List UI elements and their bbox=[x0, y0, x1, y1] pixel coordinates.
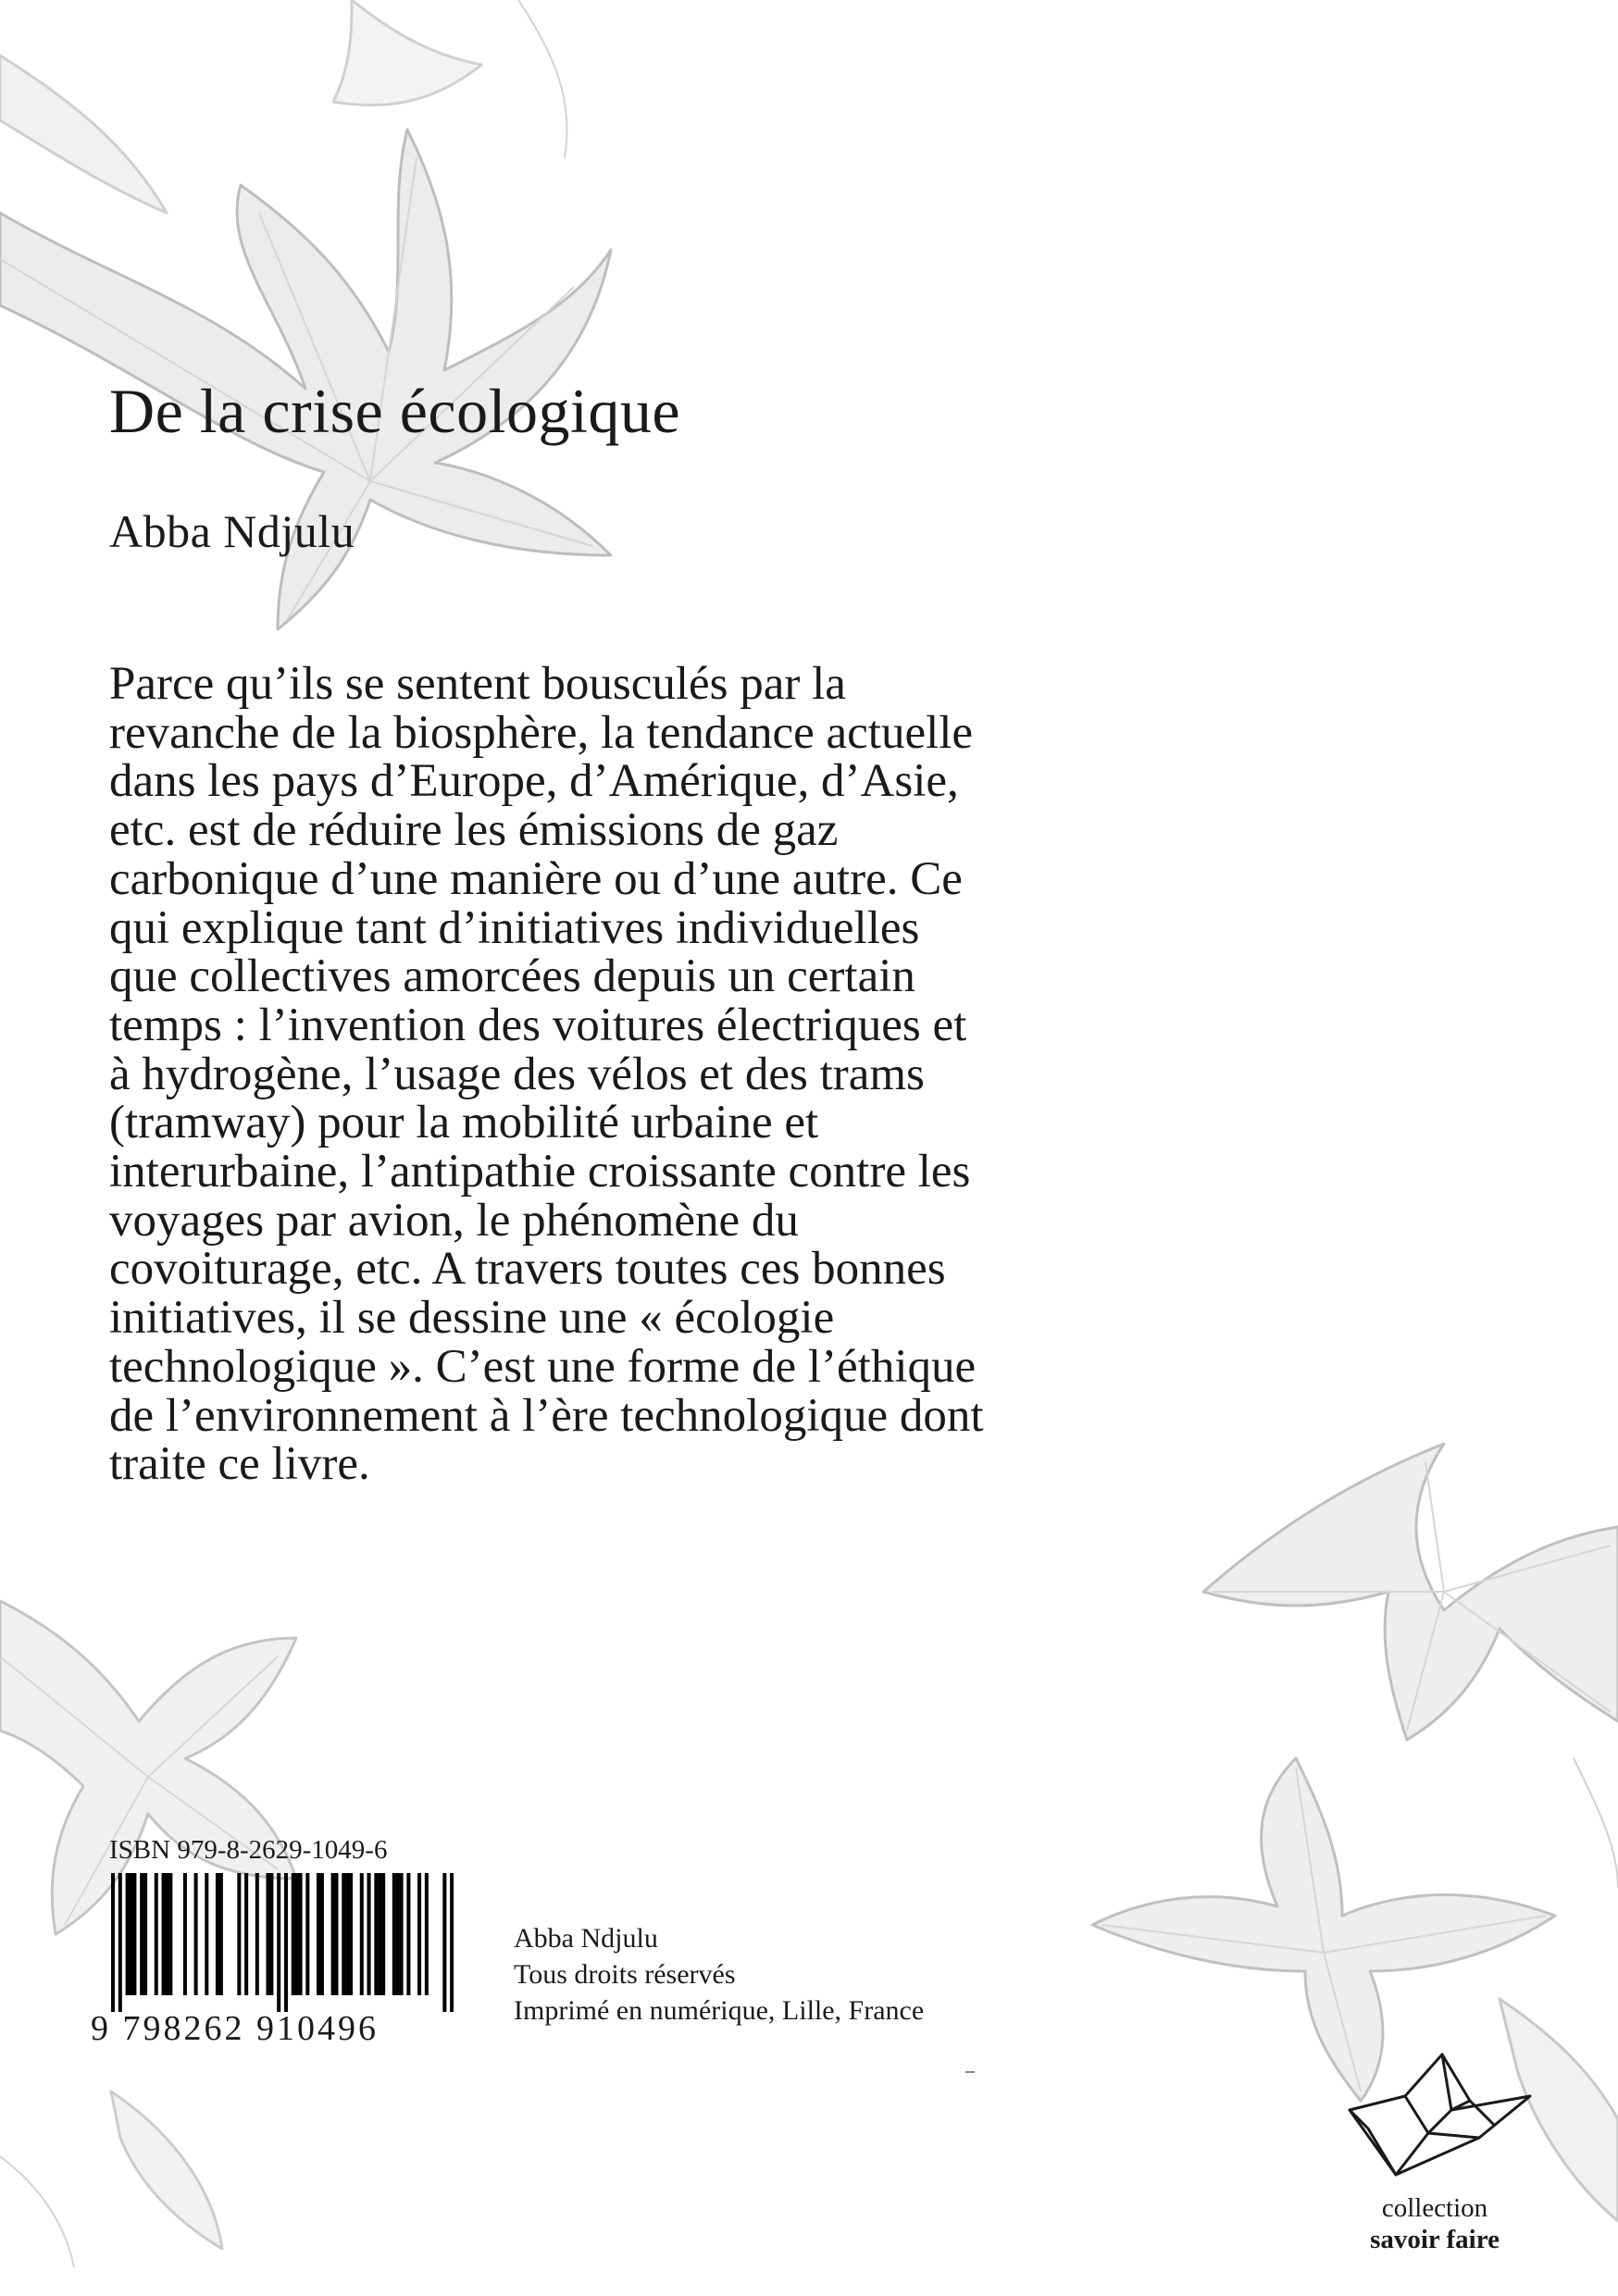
collection-label: collection bbox=[1381, 2193, 1488, 2223]
blurb-line: temps : l’invention des voitures électriques et bbox=[109, 999, 967, 1051]
barcode-bar bbox=[140, 1873, 143, 1995]
blurb-line: voyages par avion, le phénomène du bbox=[109, 1194, 799, 1247]
barcode-bar bbox=[155, 1873, 158, 1995]
barcode-bars bbox=[111, 1873, 454, 2012]
barcode-bar bbox=[165, 1873, 168, 1995]
blurb-line: revanche de la biosphère, la tendance actuelle bbox=[109, 706, 974, 759]
barcode-bar bbox=[266, 1873, 269, 1995]
barcode-bar bbox=[237, 1873, 241, 1995]
blurb-line: interurbaine, l’antipathie croissante contre les bbox=[109, 1146, 971, 1198]
barcode-bar bbox=[400, 1873, 404, 1995]
blurb-line: covoiturage, etc. A travers toutes ces bonnes bbox=[109, 1243, 946, 1296]
barcode-bar bbox=[292, 1873, 295, 1995]
barcode-bar bbox=[406, 1873, 410, 1995]
barcode-bar bbox=[129, 1873, 132, 1995]
barcode-bar bbox=[334, 1873, 338, 1995]
barcode-bar bbox=[162, 1873, 166, 1995]
barcode-bar bbox=[442, 1873, 446, 2012]
barcode-bar bbox=[126, 1873, 130, 1995]
blurb-line: à hydrogène, l’usage des vélos et des trams bbox=[109, 1048, 925, 1100]
blurb-line: dans les pays d’Europe, d’Amérique, d’Asie, bbox=[109, 755, 959, 808]
back-cover-blurb bbox=[109, 660, 1276, 1489]
blurb-line: technologique ». C’est une forme de l’éthique bbox=[109, 1340, 977, 1393]
barcode-bar bbox=[381, 1873, 385, 1995]
barcode-bar bbox=[331, 1873, 335, 1995]
barcode-bar bbox=[299, 1873, 303, 1995]
barcode-bar bbox=[317, 1873, 320, 1995]
book-title: De la crise écologique bbox=[109, 376, 681, 446]
barcode-bar bbox=[244, 1873, 248, 1995]
barcode-bar bbox=[374, 1873, 378, 1995]
barcode-bar bbox=[183, 1873, 187, 1995]
barcode-bar bbox=[205, 1873, 208, 1995]
imprint-notice bbox=[514, 1920, 924, 2029]
barcode-bar bbox=[450, 1873, 454, 2012]
barcode-bar bbox=[425, 1873, 429, 1995]
barcode-bar bbox=[216, 1873, 219, 1995]
blurb-line: (tramway) pour la mobilité urbaine et bbox=[109, 1097, 819, 1149]
barcode-bar bbox=[305, 1873, 309, 1995]
blurb-line: que collectives amorcées depuis un certain bbox=[109, 950, 915, 1003]
barcode-bar bbox=[277, 1873, 280, 2012]
barcode-bar bbox=[367, 1873, 371, 1995]
separator-dash bbox=[965, 2071, 975, 2073]
barcode-bar bbox=[269, 1873, 273, 1995]
imprint-rights: Tous droits réservés bbox=[514, 1959, 736, 1990]
barcode-bar bbox=[168, 1873, 172, 1995]
barcode-bar bbox=[194, 1873, 198, 1995]
barcode-bar bbox=[417, 1873, 421, 1995]
barcode-bar bbox=[396, 1873, 400, 1995]
blurb-line: Parce qu’ils se sentent bousculés par la bbox=[109, 658, 846, 710]
barcode-bar bbox=[143, 1873, 147, 1995]
barcode-digits: 9 798262 910496 bbox=[91, 2009, 379, 2048]
barcode-bar bbox=[132, 1873, 136, 1995]
blurb-line: traite ce livre. bbox=[109, 1438, 370, 1491]
barcode-bar bbox=[320, 1873, 324, 1995]
blurb-line: carbonique d’une manière ou d’une autre. Ce bbox=[109, 852, 963, 905]
barcode-bar bbox=[349, 1873, 353, 1995]
barcode-bar bbox=[360, 1873, 364, 1995]
blurb-line: etc. est de réduire les émissions de gaz bbox=[109, 804, 839, 857]
blurb-line: initiatives, il se dessine une « écologie bbox=[109, 1292, 835, 1345]
barcode-bar bbox=[345, 1873, 349, 1995]
imprint-author: Abba Ndjulu bbox=[514, 1923, 658, 1954]
book-author: Abba Ndjulu bbox=[109, 505, 355, 557]
isbn-barcode bbox=[91, 1873, 461, 2049]
collection-logo bbox=[1333, 2045, 1537, 2267]
collection-name: savoir faire bbox=[1370, 2225, 1500, 2254]
barcode-bar bbox=[219, 1873, 223, 1995]
barcode-bar bbox=[342, 1873, 345, 1995]
barcode-bar bbox=[392, 1873, 396, 1995]
origami-crane-icon bbox=[1340, 2045, 1535, 2184]
barcode-bar bbox=[378, 1873, 381, 1995]
barcode-bar bbox=[284, 1873, 288, 2012]
isbn-label: ISBN 979-8-2629-1049-6 bbox=[109, 1835, 388, 1865]
blurb-line: de l’environnement à l’ère technologique dont bbox=[109, 1389, 984, 1442]
blurb-line: qui explique tant d’initiatives individuelles bbox=[109, 901, 920, 954]
barcode-bar bbox=[255, 1873, 259, 1995]
barcode-bar bbox=[295, 1873, 299, 1995]
barcode-bar bbox=[111, 1873, 115, 2012]
barcode-bar bbox=[118, 1873, 122, 2012]
imprint-printed: Imprimé en numérique, Lille, France bbox=[514, 1995, 925, 2026]
